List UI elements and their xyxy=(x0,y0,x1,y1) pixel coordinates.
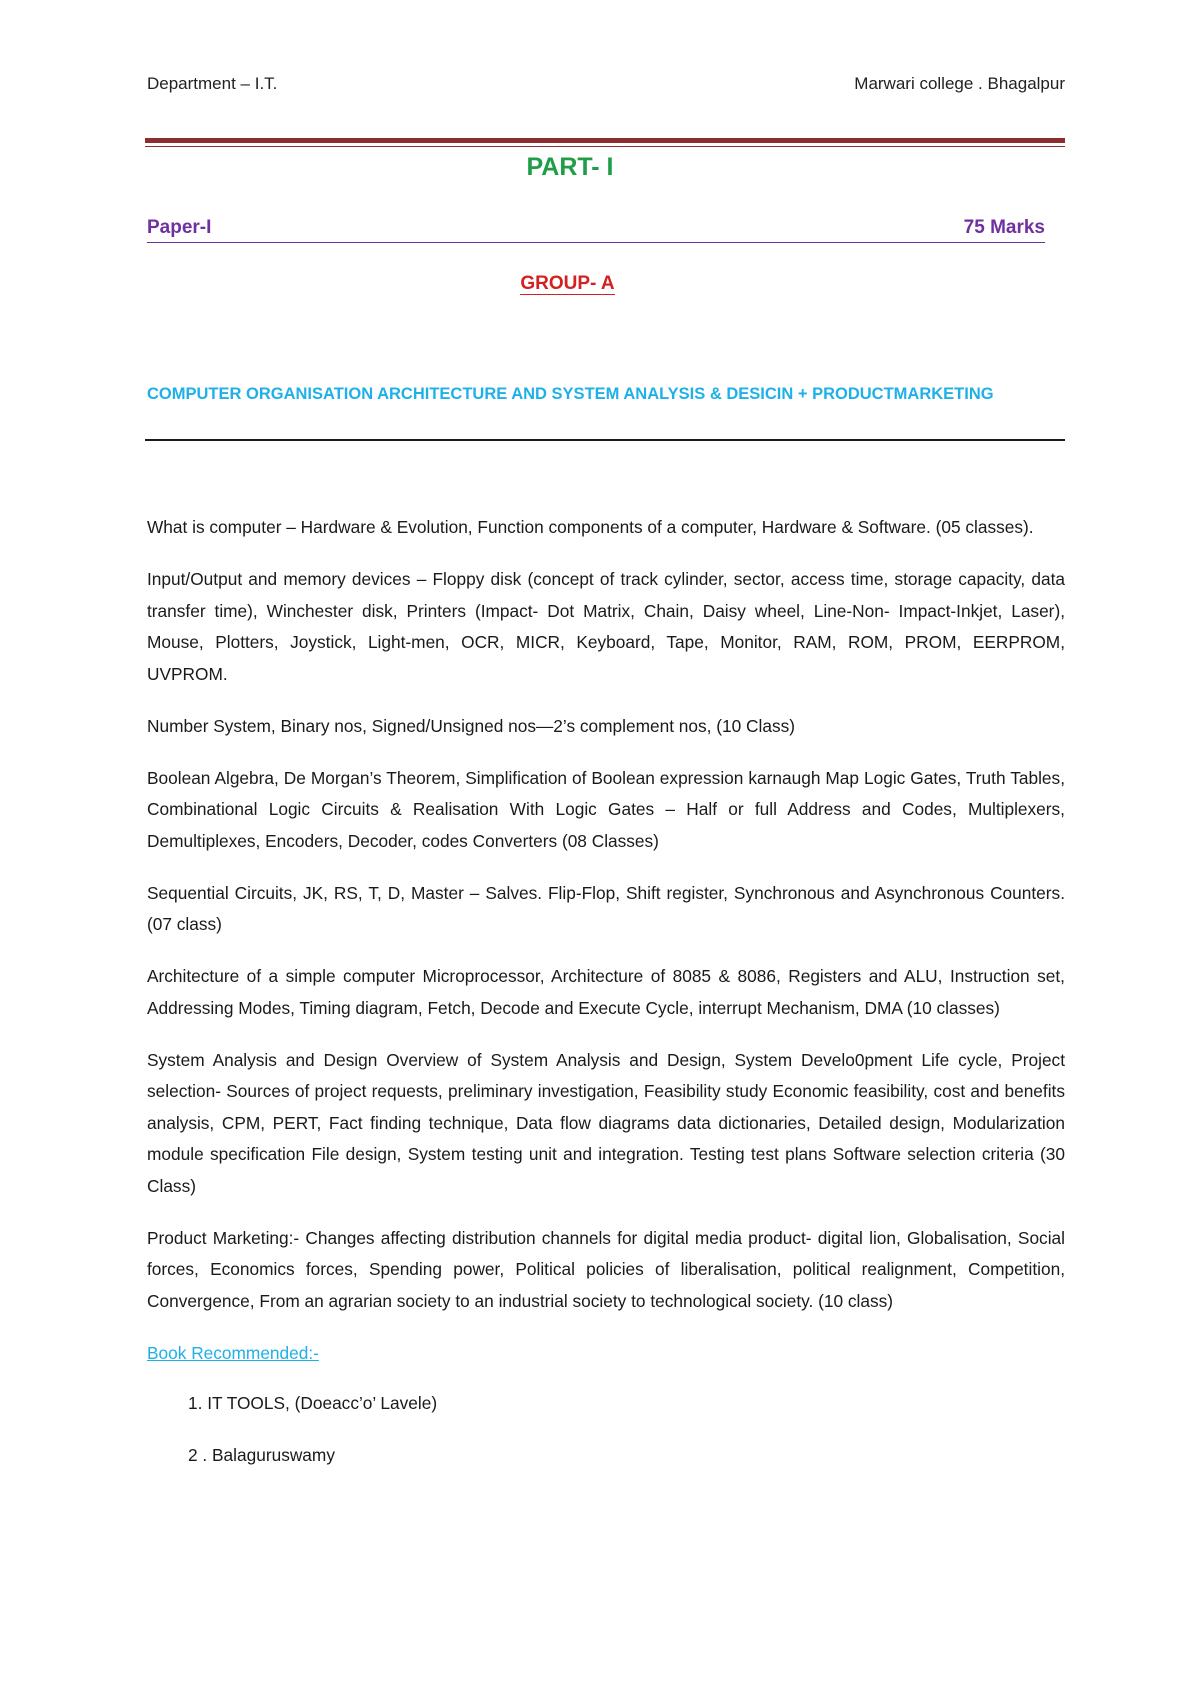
syllabus-paragraph: Architecture of a simple computer Microprocessor, Architecture of 8085 & 8086, Registers and ALU, Instruction set, Addressing Modes, Timing diagram, Fetch, Decode and Execute Cycle, interrupt Mechanism, DMA (10 classes) xyxy=(147,966,1065,1018)
part-title: PART- I xyxy=(526,153,614,181)
header-rule-thick xyxy=(145,138,1065,143)
subject-rule xyxy=(145,439,1065,441)
group-title-wrapper xyxy=(0,273,1135,295)
subject-title: COMPUTER ORGANISATION ARCHITECTURE AND SYSTEM ANALYSIS & DESICIN + PRODUCTMARKETING xyxy=(147,385,994,403)
header-rule-thin xyxy=(145,146,1065,147)
syllabus-body xyxy=(147,512,1065,1492)
syllabus-paragraph: System Analysis and Design Overview of System Analysis and Design, System Develo0pment Life cycle, Project selection- Sources of project requests, preliminary investigation, Feasibility study Economic feasibility, cost and benefits analysis, CPM, PERT, Fact finding technique, Data flow diagrams data dictionaries, Detailed design, Modularization module specification File design, System testing unit and integration. Testing test plans Software selection criteria (30 Class) xyxy=(147,1049,1065,1196)
syllabus-paragraph: Product Marketing:- Changes affecting distribution channels for digital media product- digital lion, Globalisation, Social forces, Economics forces, Spending power, Political policies of liberalisation, political realignment, Competition, Convergence, From an agrarian society to an industrial society to technological society. (10 class) xyxy=(147,1227,1065,1311)
paper-marks: 75 Marks xyxy=(963,217,1045,238)
book-item: 2 . Balaguruswamy xyxy=(188,1445,335,1465)
group-title: GROUP- A xyxy=(520,273,615,294)
syllabus-paragraph: What is computer – Hardware & Evolution, Function components of a computer, Hardware & Software. (05 classes). xyxy=(147,517,1034,537)
paper-label: Paper-I xyxy=(147,217,212,238)
books-heading: Book Recommended:- xyxy=(147,1342,319,1363)
header-department: Department – I.T. xyxy=(147,74,278,93)
syllabus-paragraph: Sequential Circuits, JK, RS, T, D, Master – Salves. Flip-Flop, Shift register, Synchronous and Asynchronous Counters. (07 class) xyxy=(147,882,1065,934)
header-college: Marwari college . Bhagalpur xyxy=(854,74,1065,93)
syllabus-paragraph: Input/Output and memory devices – Floppy disk (concept of track cylinder, sector, access time, storage capacity, data transfer time), Winchester disk, Printers (Impact- Dot Matrix, Chain, Daisy wheel, Line-Non- Impact-Inkjet, Laser), Mouse, Plotters, Joystick, Light-men, OCR, MICR, Keyboard, Tape, Monitor, RAM, ROM, PROM, EERPROM, UVPROM. xyxy=(147,569,1065,684)
syllabus-paragraph: Boolean Algebra, De Morgan’s Theorem, Simplification of Boolean expression karnaugh Map Logic Gates, Truth Tables, Combinational Logic Circuits & Realisation With Logic Gates – Half or full Address and Codes, Multiplexers, Demultiplexes, Encoders, Decoder, codes Converters (08 Classes) xyxy=(147,767,1065,851)
paper-line xyxy=(147,217,1045,243)
book-item: 1. IT TOOLS, (Doeacc’o’ Lavele) xyxy=(188,1393,438,1413)
syllabus-paragraph: Number System, Binary nos, Signed/Unsigned nos—2’s complement nos, (10 Class) xyxy=(147,715,796,736)
